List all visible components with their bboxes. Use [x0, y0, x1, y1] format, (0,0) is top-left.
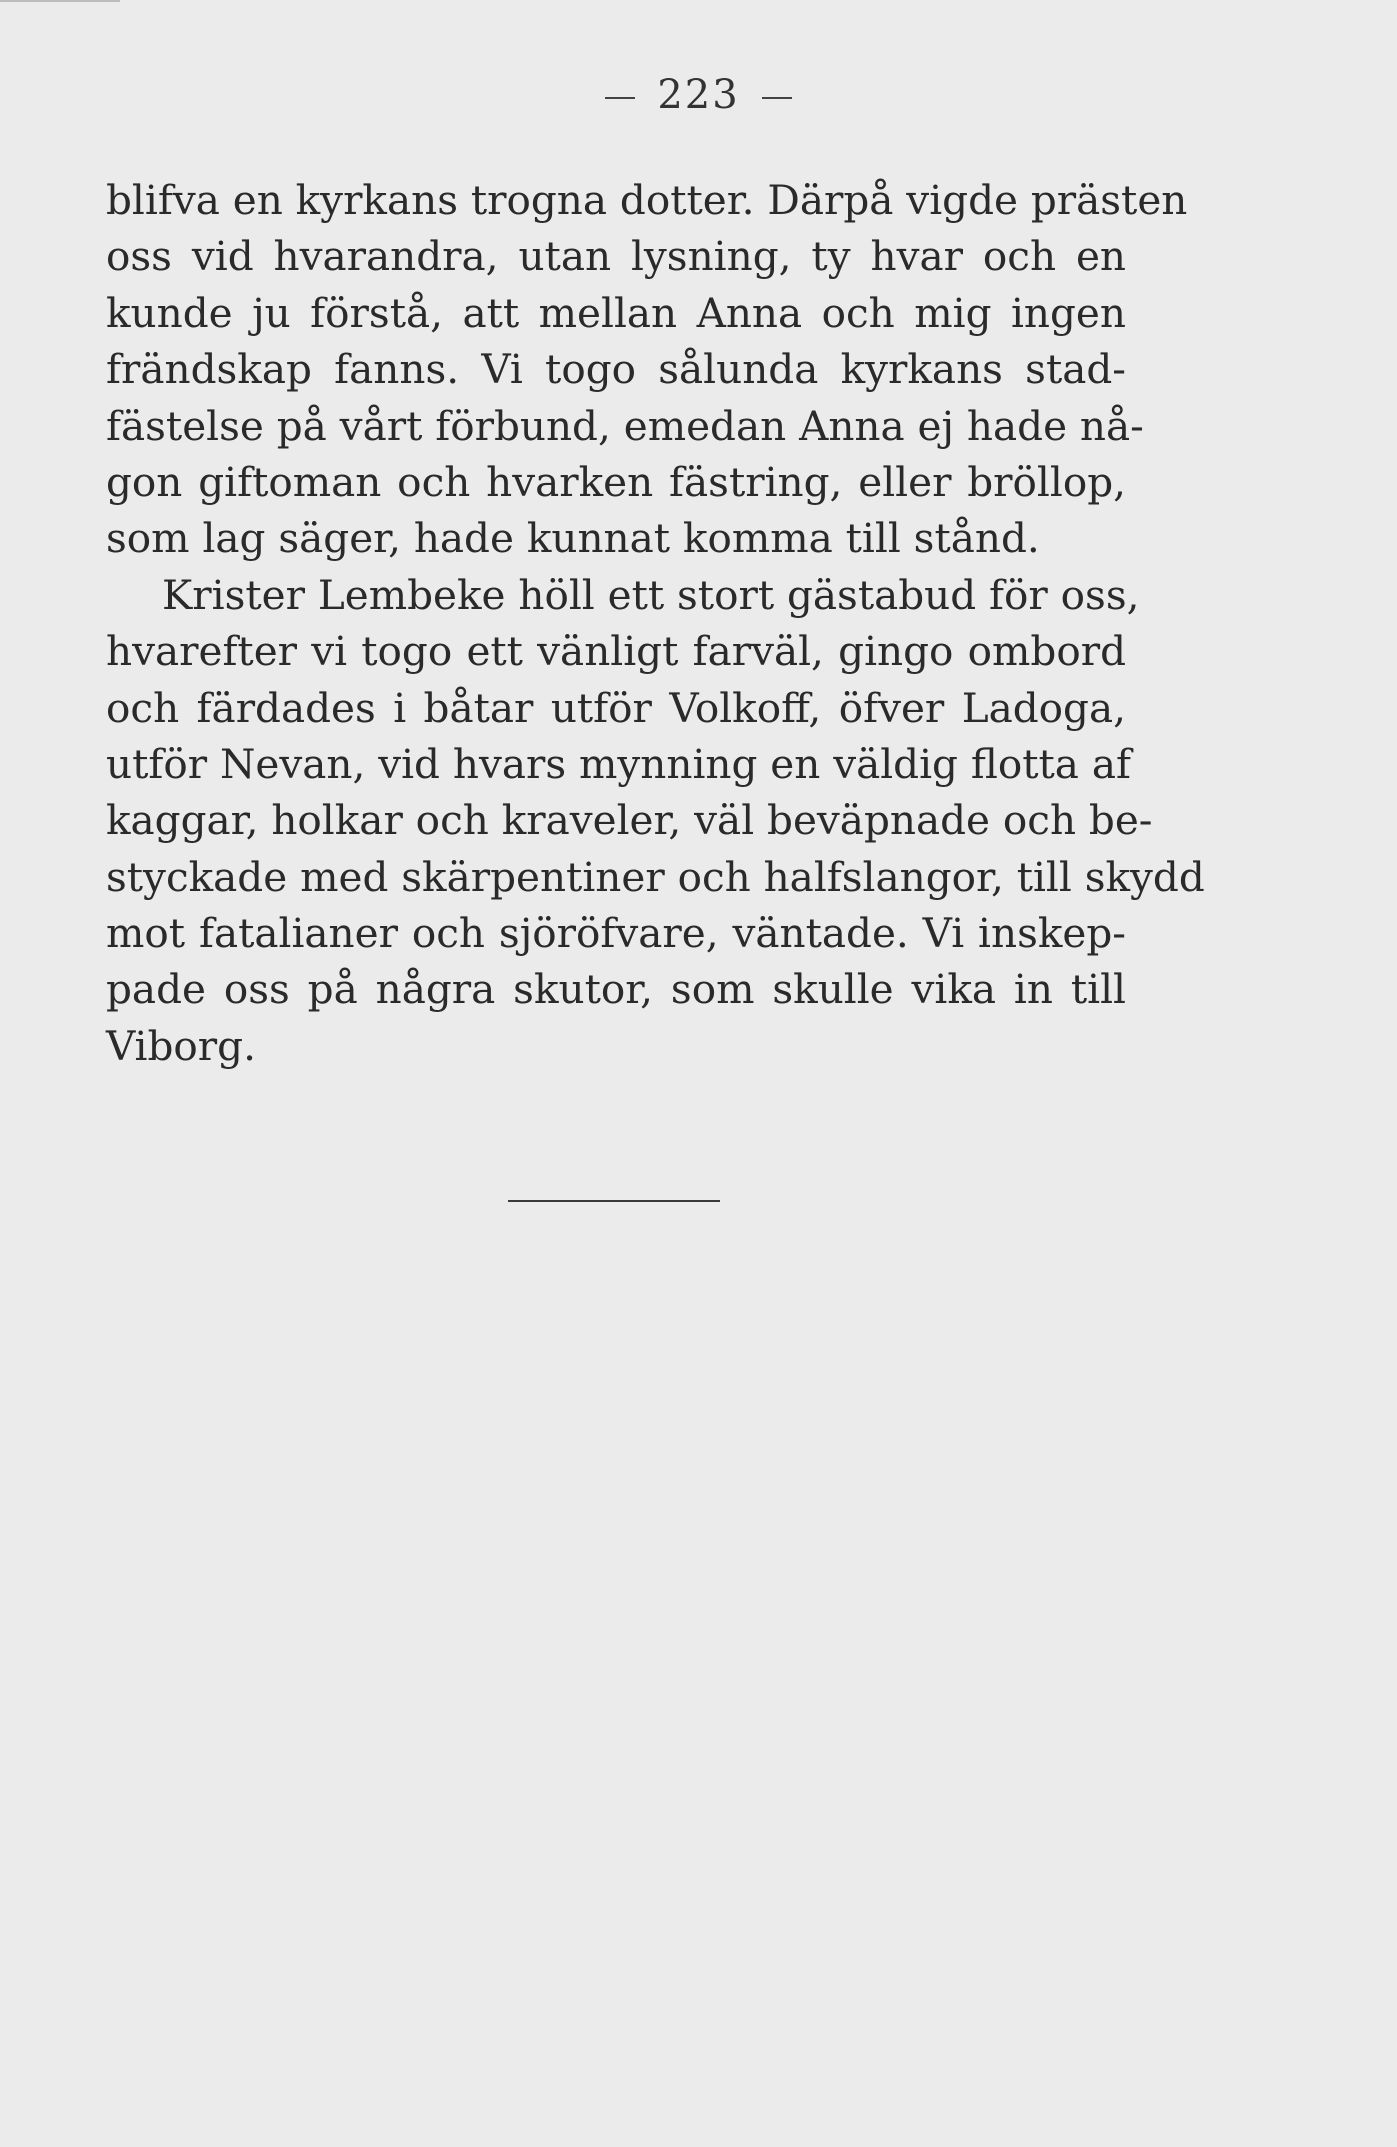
page-header — [0, 72, 1397, 118]
text-line: Krister Lembeke höll ett stort gästabud för oss, — [162, 570, 1140, 619]
text-line: kunde ju förstå, att mellan Anna och mig ingen — [106, 288, 1126, 337]
text-line: blifva en kyrkans trogna dotter. Därpå vigde prästen — [106, 176, 1188, 224]
right-dash — [762, 97, 792, 99]
text-line: kaggar, holkar och kraveler, väl beväpnade och be- — [106, 796, 1153, 845]
text-line: pade oss på några skutor, som skulle vika in till — [106, 965, 1126, 1014]
text-line: mot fatalianer och sjöröfvare, väntade. Vi inskep- — [106, 909, 1126, 958]
text-line: fästelse på vårt förbund, emedan Anna ej hade nå- — [106, 401, 1144, 450]
text-line: och färdades i båtar utför Volkoff, öfver Ladoga, — [106, 683, 1126, 732]
text-line: oss vid hvarandra, utan lysning, ty hvar och en — [106, 232, 1126, 281]
text-line: frändskap fanns. Vi togo sålunda kyrkans stad- — [106, 345, 1126, 394]
left-dash — [605, 97, 635, 99]
body-text — [106, 172, 1205, 1074]
text-line: utför Nevan, vid hvars mynning en väldig flotta af — [106, 739, 1131, 788]
text-line: hvarefter vi togo ett vänligt farväl, gingo ombord — [106, 627, 1126, 676]
text-line: Viborg. — [106, 1021, 256, 1070]
text-line: styckade med skärpentiner och halfslangor, till skydd — [106, 852, 1205, 901]
page-edge — [0, 0, 120, 2]
text-line: som lag säger, hade kunnat komma till stånd. — [106, 514, 1040, 563]
text-line: gon giftoman och hvarken fästring, eller bröllop, — [106, 457, 1126, 506]
page-number: 223 — [657, 72, 740, 118]
section-end-rule — [508, 1200, 720, 1202]
